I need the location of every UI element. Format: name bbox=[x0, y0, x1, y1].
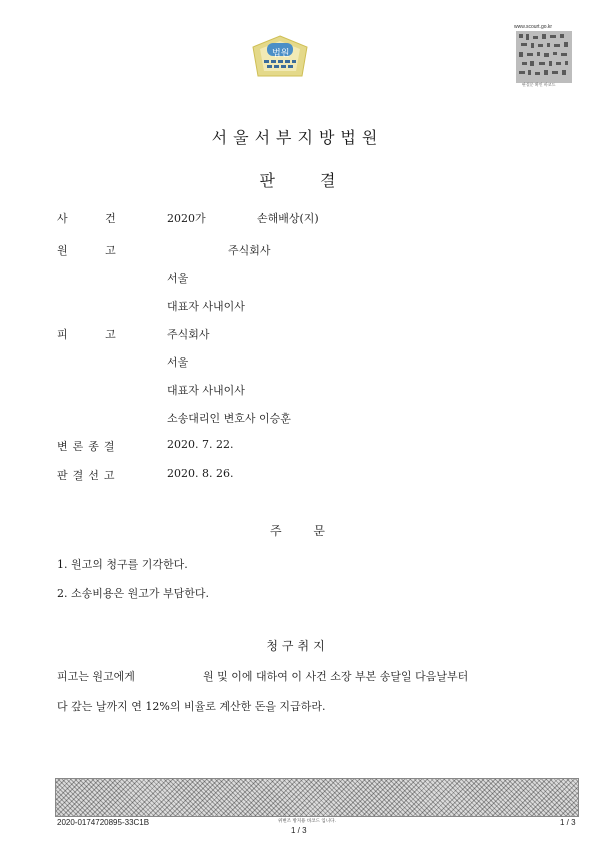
document-id: 2020-0174720895-33C1B bbox=[57, 818, 150, 827]
plaintiff-label: 원 고 bbox=[57, 244, 116, 257]
case-name: 손해배상(지) bbox=[257, 212, 319, 225]
plaintiff-representative: 대표자 사내이사 bbox=[167, 300, 245, 313]
judgment-date-label: 판결선고 bbox=[57, 469, 120, 482]
defendant-address: 서울 bbox=[167, 356, 189, 369]
defendant-representative: 대표자 사내이사 bbox=[167, 384, 245, 397]
page-number: 1 / 3 bbox=[291, 826, 307, 835]
case-label: 사 건 bbox=[57, 212, 116, 225]
case-number: 2020가 bbox=[167, 212, 206, 225]
claim-heading: 청구취지 bbox=[266, 639, 329, 653]
qr-url: www.scourt.go.kr bbox=[514, 24, 553, 30]
plaintiff-address: 서울 bbox=[167, 272, 189, 285]
order-item-2: 2. 소송비용은 원고가 부담한다. bbox=[57, 587, 209, 600]
anti-forgery-barcode bbox=[55, 778, 579, 817]
order-heading: 주 문 bbox=[270, 524, 325, 538]
claim-line-1b: 원 및 이에 대하여 이 사건 소장 부본 송달일 다음날부터 bbox=[203, 670, 469, 683]
barcode-notice: 위변조 방지용 바코드 입니다. bbox=[278, 819, 336, 824]
page-number-right: 1 / 3 bbox=[560, 818, 576, 827]
qr-caption: 판결문 확인 바코드 bbox=[522, 82, 556, 87]
defendant-counsel: 소송대리인 변호사 이승훈 bbox=[167, 412, 291, 425]
document-title: 판 결 bbox=[259, 171, 336, 190]
order-item-1: 1. 원고의 청구를 기각한다. bbox=[57, 558, 188, 571]
defendant-name: 주식회사 bbox=[167, 328, 210, 341]
emblem-text: 법원 bbox=[272, 49, 290, 59]
court-emblem bbox=[247, 33, 313, 83]
claim-line-2: 다 갚는 날까지 연 12%의 비율로 계산한 돈을 지급하라. bbox=[57, 700, 326, 713]
court-name: 서울서부지방법원 bbox=[211, 128, 384, 147]
hearing-end-date: 2020. 7. 22. bbox=[167, 438, 234, 451]
hearing-end-label: 변론종결 bbox=[57, 440, 120, 453]
plaintiff-name: 주식회사 bbox=[228, 244, 271, 257]
claim-line-1a: 피고는 원고에게 bbox=[57, 670, 135, 683]
verification-qr-code bbox=[514, 24, 572, 87]
judgment-date: 2020. 8. 26. bbox=[167, 467, 234, 480]
defendant-label: 피 고 bbox=[57, 328, 116, 341]
